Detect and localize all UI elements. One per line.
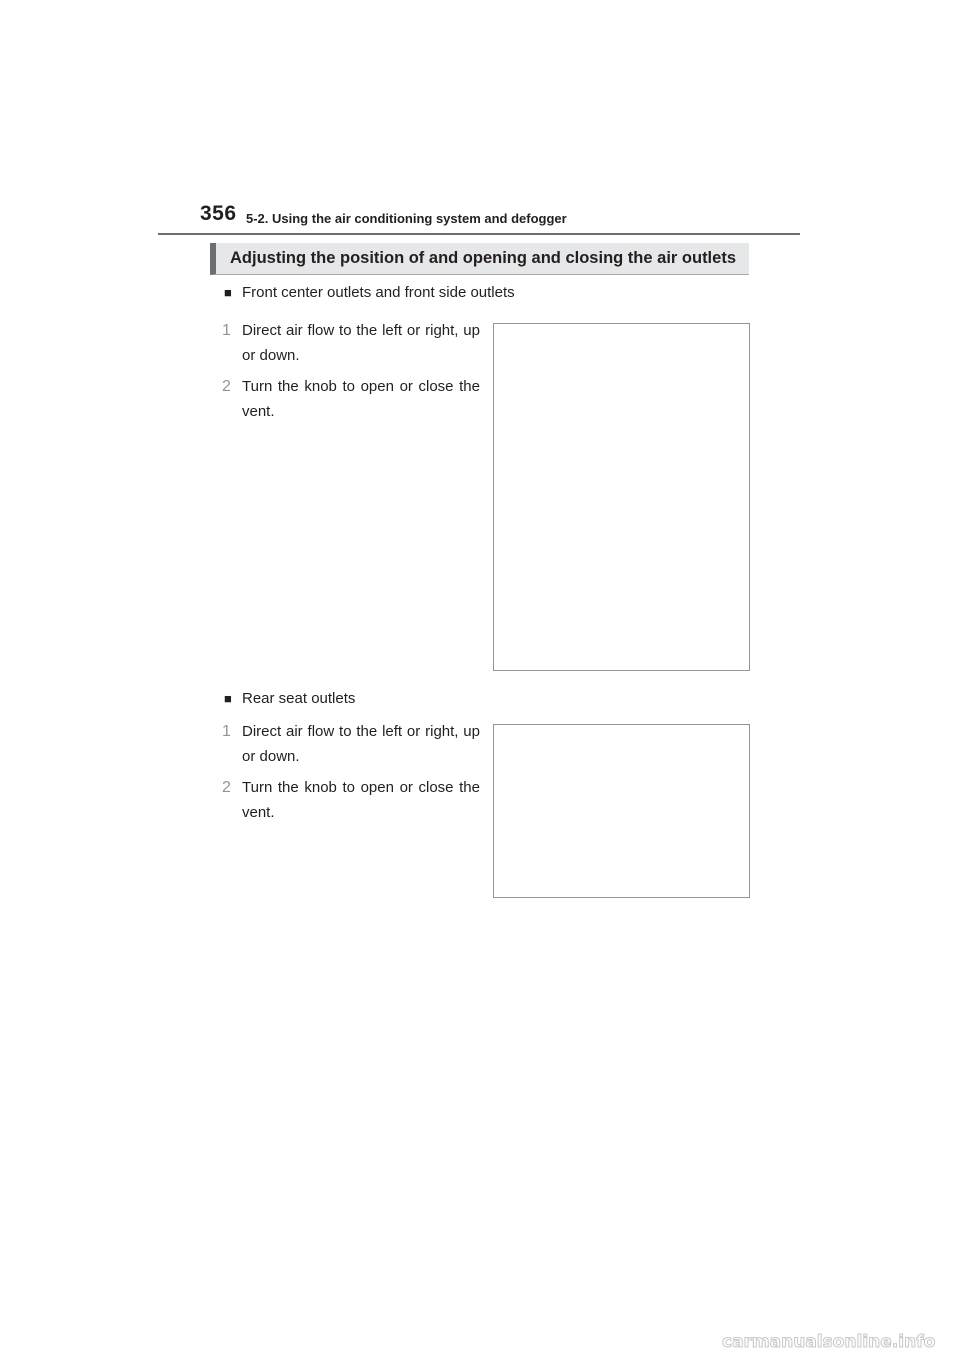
figure-front-outlets xyxy=(493,323,750,671)
step-text: Direct air flow to the left or right, up or down. xyxy=(242,723,480,765)
bullet-square-icon: ■ xyxy=(224,691,232,706)
step-text: Direct air flow to the left or right, up or down. xyxy=(242,322,480,364)
running-head: 5-2. Using the air conditioning system and defogger xyxy=(246,211,567,226)
subheading-front-outlets xyxy=(224,284,515,301)
step-text: Turn the knob to open or close the vent. xyxy=(242,378,480,420)
bullet-square-icon: ■ xyxy=(224,285,232,300)
page-number: 356 xyxy=(200,202,237,225)
watermark-text: carmanualsonline.info xyxy=(722,1332,936,1352)
watermark-logo xyxy=(720,1330,950,1352)
step-number: 2 xyxy=(222,779,231,796)
step-item xyxy=(222,374,480,424)
step-item xyxy=(222,719,480,769)
section-title: Adjusting the position of and opening and closing the air outlets xyxy=(230,249,736,267)
figure-rear-outlets xyxy=(493,724,750,898)
subheading-rear-outlets xyxy=(224,690,355,707)
header-rule xyxy=(158,233,800,235)
step-number: 2 xyxy=(222,378,231,395)
step-item xyxy=(222,775,480,825)
section-title-bar xyxy=(210,243,749,275)
subheading-text: Front center outlets and front side outlets xyxy=(242,284,515,301)
step-number: 1 xyxy=(222,322,231,339)
step-item xyxy=(222,318,480,368)
step-number: 1 xyxy=(222,723,231,740)
step-text: Turn the knob to open or close the vent. xyxy=(242,779,480,821)
subheading-text: Rear seat outlets xyxy=(242,690,356,707)
watermark xyxy=(720,1330,950,1352)
